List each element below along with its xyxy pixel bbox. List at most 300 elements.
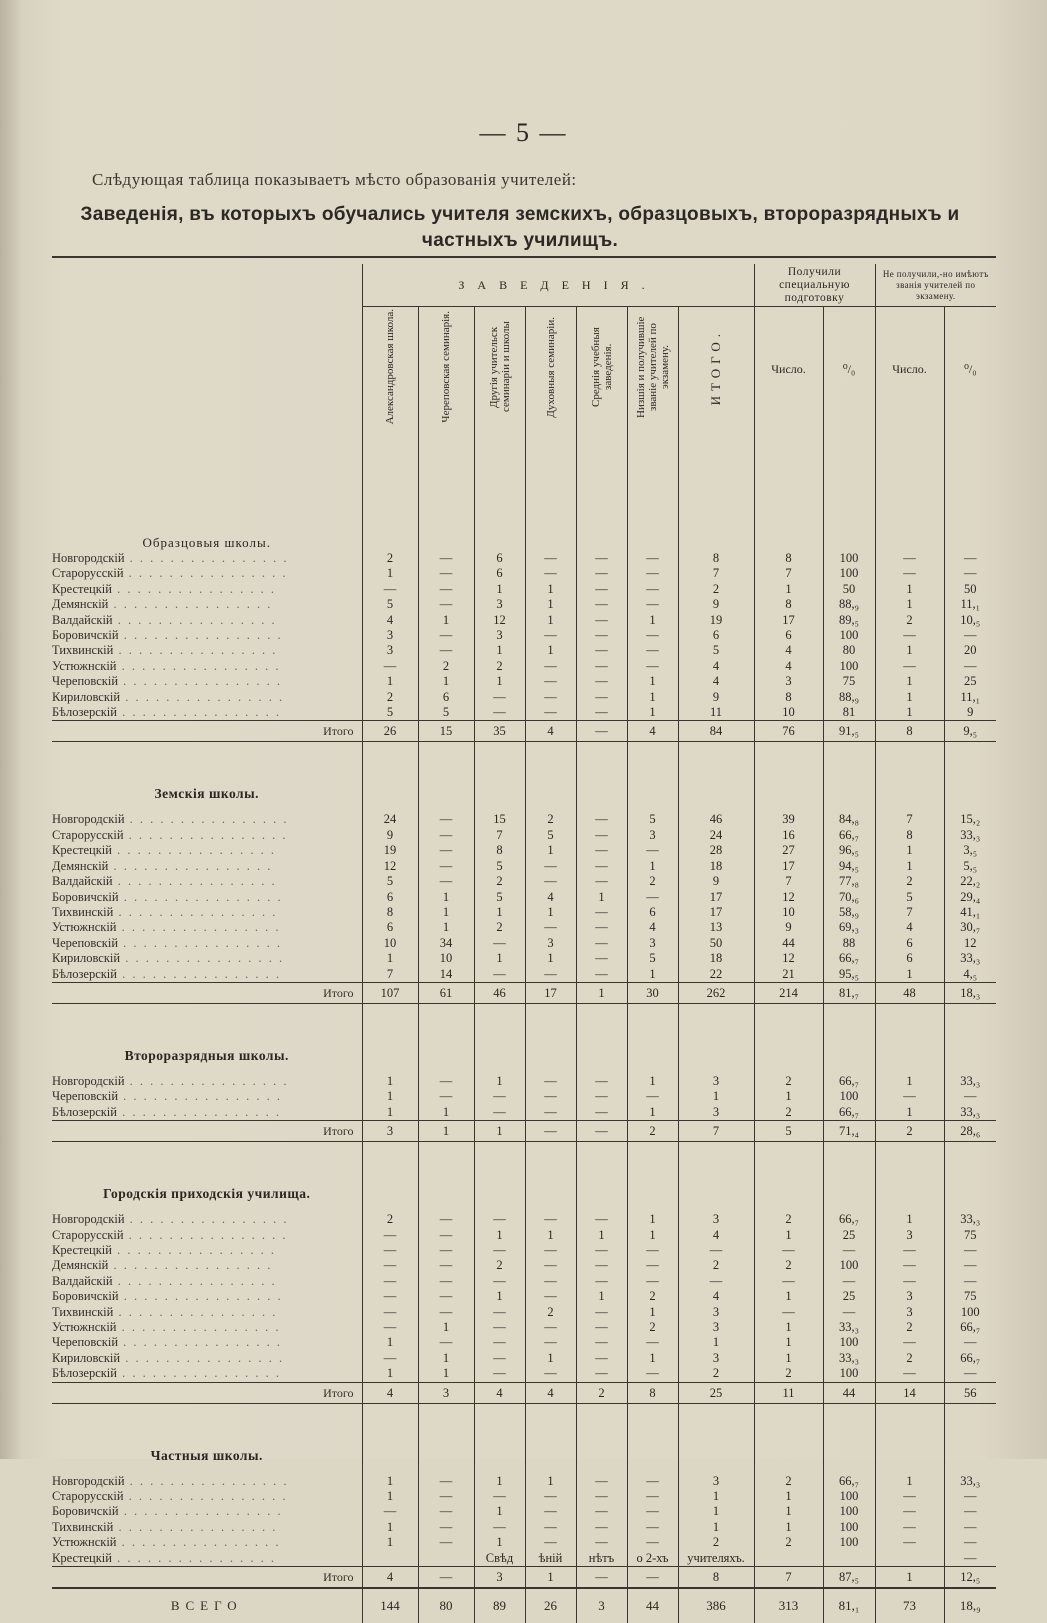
district-name: Валдайскій xyxy=(52,1273,113,1288)
value-cell: — xyxy=(418,1335,474,1350)
value-cell: — xyxy=(474,1489,525,1504)
district-cell xyxy=(52,1305,362,1320)
district-name: Тихвинскій xyxy=(52,1519,114,1534)
value-cell: 7 xyxy=(754,566,823,581)
district-cell xyxy=(52,674,362,689)
page-number: — 5 — xyxy=(479,118,568,147)
total-cell: 26 xyxy=(362,721,418,742)
value-cell: 4,₅ xyxy=(944,967,996,983)
value-cell xyxy=(362,1551,418,1567)
value-cell: — xyxy=(525,1289,576,1304)
value-cell: — xyxy=(418,812,474,827)
total-cell: — xyxy=(576,1567,627,1589)
value-cell: 3 xyxy=(627,828,678,843)
value-cell: — xyxy=(362,1258,418,1273)
value-cell: — xyxy=(875,1489,944,1504)
total-cell: 48 xyxy=(875,982,944,1003)
district-name: Боровичскій xyxy=(52,628,119,643)
col-special-percent: ⁰/₀ xyxy=(823,307,875,432)
total-cell: 8 xyxy=(627,1382,678,1403)
value-cell: 13 xyxy=(678,920,754,935)
value-cell: 100 xyxy=(823,628,875,643)
table-title: Заведенія, въ которыхъ обучались учителя земскихъ, образцовыхъ, второразрядныхъ и частныхъ училищъ. xyxy=(80,204,960,251)
value-cell: — xyxy=(576,643,627,658)
value-cell: 1 xyxy=(875,859,944,874)
value-cell: — xyxy=(418,874,474,889)
value-cell: — xyxy=(362,1289,418,1304)
value-cell: 1 xyxy=(362,674,418,689)
value-cell: — xyxy=(754,1243,823,1258)
total-cell: 4 xyxy=(362,1382,418,1403)
district-name: Новгородскій xyxy=(52,812,125,827)
grand-total-cell: 313 xyxy=(754,1588,823,1623)
value-cell: 33,₃ xyxy=(944,828,996,843)
value-cell: 1 xyxy=(678,1520,754,1535)
district-cell xyxy=(52,843,362,858)
value-cell: 22,₂ xyxy=(944,874,996,889)
table-row xyxy=(52,551,996,566)
value-cell: 1 xyxy=(474,905,525,920)
value-cell: 2 xyxy=(754,1474,823,1489)
value-cell: 3 xyxy=(678,1074,754,1089)
value-cell: 8 xyxy=(678,551,754,566)
value-cell: 11,₁ xyxy=(944,690,996,705)
value-cell: — xyxy=(418,1212,474,1227)
empty-cell xyxy=(875,1142,944,1213)
value-cell: 1 xyxy=(474,1074,525,1089)
value-cell: 100 xyxy=(823,1520,875,1535)
value-cell: 100 xyxy=(823,566,875,581)
value-cell: — xyxy=(576,690,627,705)
empty-cell xyxy=(576,431,627,551)
leader-dots: . . . . . . . . . . . . . . . . xyxy=(108,858,273,873)
value-cell: — xyxy=(576,1320,627,1335)
value-cell: 1 xyxy=(362,1074,418,1089)
value-cell: 1 xyxy=(362,1335,418,1350)
table-row xyxy=(52,628,996,643)
value-cell: 4 xyxy=(627,920,678,935)
value-cell: — xyxy=(627,597,678,612)
total-cell: 8 xyxy=(875,721,944,742)
total-cell: — xyxy=(576,721,627,742)
empty-cell xyxy=(627,1003,678,1074)
total-cell: 2 xyxy=(576,1382,627,1403)
value-cell: 1 xyxy=(875,1105,944,1121)
empty-cell xyxy=(362,742,418,813)
district-cell xyxy=(52,628,362,643)
district-cell xyxy=(52,1320,362,1335)
value-cell: 24 xyxy=(362,812,418,827)
grand-total-cell: 73 xyxy=(875,1588,944,1623)
value-cell: 3 xyxy=(875,1228,944,1243)
value-cell: 2 xyxy=(875,874,944,889)
value-cell: 1 xyxy=(875,967,944,983)
district-name: Череповскій xyxy=(52,674,119,689)
empty-cell xyxy=(525,1403,576,1474)
empty-cell xyxy=(678,1403,754,1474)
value-cell: 1 xyxy=(875,705,944,721)
value-cell: — xyxy=(627,1366,678,1382)
value-cell: — xyxy=(474,705,525,721)
value-cell: 50 xyxy=(678,936,754,951)
total-cell: 87,₅ xyxy=(823,1567,875,1589)
value-cell: — xyxy=(875,1274,944,1289)
value-cell: 12 xyxy=(754,890,823,905)
value-cell: 1 xyxy=(627,1074,678,1089)
value-cell: — xyxy=(875,1258,944,1273)
value-cell: 1 xyxy=(474,1228,525,1243)
value-cell: 5 xyxy=(362,597,418,612)
value-cell: — xyxy=(525,705,576,721)
value-cell: — xyxy=(362,1243,418,1258)
section-header-row xyxy=(52,1142,996,1213)
grand-total-cell: 3 xyxy=(576,1588,627,1623)
district-name: Кириловскій xyxy=(52,1350,121,1365)
district-name: Старорусскій xyxy=(52,566,124,581)
empty-cell xyxy=(944,431,996,551)
value-cell: 3 xyxy=(754,674,823,689)
value-cell: 1 xyxy=(875,582,944,597)
statistics-table xyxy=(52,256,996,1623)
value-cell: 1 xyxy=(875,674,944,689)
value-cell: 2 xyxy=(474,920,525,935)
value-cell: — xyxy=(576,859,627,874)
district-name: Кириловскій xyxy=(52,689,121,704)
district-name: Новгородскій xyxy=(52,1073,125,1088)
leader-dots: . . . . . . . . . . . . . . . . xyxy=(116,1104,281,1119)
empty-cell xyxy=(418,1142,474,1213)
empty-cell xyxy=(576,1003,627,1074)
value-cell: 1 xyxy=(474,951,525,966)
value-cell: 27 xyxy=(754,843,823,858)
value-cell: 66,₇ xyxy=(823,1105,875,1121)
value-cell: — xyxy=(576,659,627,674)
value-cell: — xyxy=(627,1489,678,1504)
value-cell: 66,₇ xyxy=(823,1474,875,1489)
value-cell: 75 xyxy=(944,1289,996,1304)
district-name: Новгородскій xyxy=(52,1473,125,1488)
total-cell: 56 xyxy=(944,1382,996,1403)
value-cell: — xyxy=(474,1520,525,1535)
value-cell: — xyxy=(875,1243,944,1258)
total-cell: 3 xyxy=(418,1382,474,1403)
value-cell: 1 xyxy=(418,920,474,935)
district-cell xyxy=(52,1489,362,1504)
district-cell xyxy=(52,1228,362,1243)
empty-cell xyxy=(678,431,754,551)
total-cell: 17 xyxy=(525,982,576,1003)
value-cell: 8 xyxy=(474,843,525,858)
total-cell: 4 xyxy=(362,1567,418,1589)
value-cell: 5 xyxy=(627,951,678,966)
value-cell: 1 xyxy=(754,1351,823,1366)
total-cell: — xyxy=(576,1121,627,1142)
district-name: Устюжнскій xyxy=(52,658,117,673)
district-cell xyxy=(52,1335,362,1350)
value-cell: 66,₇ xyxy=(944,1320,996,1335)
leader-dots: . . . . . . . . . . . . . . . . xyxy=(108,1258,273,1273)
table-row xyxy=(52,1535,996,1550)
value-cell: — xyxy=(576,936,627,951)
value-cell: 12 xyxy=(362,859,418,874)
empty-cell xyxy=(875,1403,944,1474)
value-cell: 1 xyxy=(678,1335,754,1350)
empty-cell xyxy=(362,1403,418,1474)
value-cell: 10,₅ xyxy=(944,613,996,628)
empty-cell xyxy=(576,1142,627,1213)
value-cell: 1 xyxy=(875,643,944,658)
value-cell: 7 xyxy=(474,828,525,843)
value-cell: 81 xyxy=(823,705,875,721)
value-cell: 66,₇ xyxy=(823,828,875,843)
value-cell: 1 xyxy=(875,843,944,858)
district-name: Устюжнскій xyxy=(52,920,117,935)
district-cell xyxy=(52,1105,362,1121)
col-theological-seminaries: Духовныя семинаріи. xyxy=(544,316,557,418)
value-cell: — xyxy=(627,1520,678,1535)
value-cell: — xyxy=(576,1366,627,1382)
table-row xyxy=(52,1105,996,1121)
value-cell: — xyxy=(362,659,418,674)
value-cell: 58,₉ xyxy=(823,905,875,920)
value-cell: — xyxy=(627,1243,678,1258)
value-cell: 50 xyxy=(823,582,875,597)
district-cell xyxy=(52,1274,362,1289)
value-cell: 2 xyxy=(627,874,678,889)
total-cell: 5 xyxy=(754,1121,823,1142)
value-cell: 100 xyxy=(944,1305,996,1320)
value-cell: — xyxy=(627,1089,678,1104)
value-cell: 6 xyxy=(474,566,525,581)
value-cell: — xyxy=(576,1535,627,1550)
leader-dots: . . . . . . . . . . . . . . . . xyxy=(112,612,277,627)
value-cell: 4 xyxy=(525,890,576,905)
value-cell: 1 xyxy=(754,1520,823,1535)
table-row xyxy=(52,705,996,721)
district-name: Крестецкій xyxy=(52,1242,112,1257)
district-cell xyxy=(52,582,362,597)
value-cell: учителяхъ. xyxy=(678,1551,754,1567)
district-name: Череповскій xyxy=(52,1089,119,1104)
value-cell: 2 xyxy=(362,551,418,566)
district-cell xyxy=(52,1212,362,1227)
value-cell: — xyxy=(678,1243,754,1258)
district-cell xyxy=(52,690,362,705)
district-name: Боровичскій xyxy=(52,1289,119,1304)
district-cell xyxy=(52,1074,362,1089)
total-label: Итого xyxy=(52,1567,362,1589)
empty-cell xyxy=(474,1142,525,1213)
empty-cell xyxy=(823,431,875,551)
value-cell: — xyxy=(627,1274,678,1289)
leader-dots: . . . . . . . . . . . . . . . . xyxy=(124,1073,289,1088)
value-cell: — xyxy=(875,1089,944,1104)
value-cell: 3 xyxy=(362,643,418,658)
table-row xyxy=(52,843,996,858)
value-cell: — xyxy=(362,1504,418,1519)
value-cell: 80 xyxy=(823,643,875,658)
empty-cell xyxy=(627,431,678,551)
total-cell: — xyxy=(418,1567,474,1589)
leader-dots: . . . . . . . . . . . . . . . . xyxy=(118,889,283,904)
district-cell xyxy=(52,951,362,966)
col-cherepovets-seminary: Череповская семинарія. xyxy=(440,311,452,423)
total-cell: 30 xyxy=(627,982,678,1003)
table-row xyxy=(52,643,996,658)
table-row xyxy=(52,890,996,905)
leader-dots: . . . . . . . . . . . . . . . . xyxy=(118,1335,283,1350)
section-header-row xyxy=(52,742,996,813)
value-cell: 16 xyxy=(754,828,823,843)
value-cell: — xyxy=(576,828,627,843)
value-cell: — xyxy=(525,874,576,889)
district-cell xyxy=(52,812,362,827)
district-cell xyxy=(52,920,362,935)
value-cell: 1 xyxy=(362,1489,418,1504)
value-cell: 8 xyxy=(875,828,944,843)
value-cell: 2 xyxy=(627,1320,678,1335)
total-cell: 71,₄ xyxy=(823,1121,875,1142)
table-row xyxy=(52,566,996,581)
value-cell: 1 xyxy=(474,1504,525,1519)
value-cell: 33,₃ xyxy=(944,1105,996,1121)
value-cell: 1 xyxy=(678,1089,754,1104)
value-cell: — xyxy=(418,643,474,658)
leader-dots: . . . . . . . . . . . . . . . . xyxy=(120,1350,285,1365)
value-cell: — xyxy=(576,1504,627,1519)
value-cell: 100 xyxy=(823,1366,875,1382)
value-cell xyxy=(418,1551,474,1567)
value-cell: ѣній xyxy=(525,1551,576,1567)
district-name: Новгородскій xyxy=(52,1212,125,1227)
table-row xyxy=(52,874,996,889)
value-cell: 1 xyxy=(875,1212,944,1227)
value-cell: — xyxy=(576,1489,627,1504)
empty-cell xyxy=(823,742,875,813)
value-cell: — xyxy=(418,1089,474,1104)
value-cell: — xyxy=(576,1074,627,1089)
empty-cell xyxy=(944,1003,996,1074)
total-cell: 14 xyxy=(875,1382,944,1403)
value-cell: 1 xyxy=(627,690,678,705)
value-cell: — xyxy=(418,1289,474,1304)
value-cell: 6 xyxy=(875,936,944,951)
value-cell: 7 xyxy=(754,874,823,889)
district-cell xyxy=(52,705,362,721)
value-cell: — xyxy=(525,551,576,566)
value-cell: 6 xyxy=(362,890,418,905)
table-row xyxy=(52,1243,996,1258)
leader-dots: . . . . . . . . . . . . . . . . xyxy=(123,1489,288,1504)
value-cell: 25 xyxy=(823,1228,875,1243)
district-cell xyxy=(52,905,362,920)
value-cell: 2 xyxy=(875,1351,944,1366)
empty-cell xyxy=(678,1003,754,1074)
value-cell: 5 xyxy=(678,643,754,658)
total-row xyxy=(52,1382,996,1403)
value-cell: — xyxy=(418,1504,474,1519)
value-cell: — xyxy=(474,1274,525,1289)
value-cell: — xyxy=(576,951,627,966)
value-cell: — xyxy=(875,1535,944,1550)
empty-cell xyxy=(474,1003,525,1074)
total-row xyxy=(52,1121,996,1142)
value-cell: 4 xyxy=(754,643,823,658)
value-cell: 7 xyxy=(875,905,944,920)
col-alexandrov-school: Александровская школа. xyxy=(384,309,396,425)
value-cell: 1 xyxy=(362,1520,418,1535)
value-cell: 17 xyxy=(754,859,823,874)
district-name: Демянскій xyxy=(52,1258,109,1273)
total-cell: 12,₅ xyxy=(944,1567,996,1589)
value-cell: 6 xyxy=(754,628,823,643)
value-cell: 1 xyxy=(418,905,474,920)
value-cell: 12 xyxy=(754,951,823,966)
empty-cell xyxy=(754,1003,823,1074)
table-row xyxy=(52,674,996,689)
value-cell: — xyxy=(525,1274,576,1289)
table-row xyxy=(52,967,996,983)
empty-cell xyxy=(362,1142,418,1213)
value-cell: 1 xyxy=(576,1228,627,1243)
value-cell: 12 xyxy=(944,936,996,951)
total-cell: 3 xyxy=(362,1121,418,1142)
value-cell: 33,₃ xyxy=(944,1212,996,1227)
grand-total-row xyxy=(52,1588,996,1623)
value-cell: — xyxy=(418,1274,474,1289)
value-cell: — xyxy=(362,1320,418,1335)
value-cell: 25 xyxy=(944,674,996,689)
empty-cell xyxy=(474,431,525,551)
value-cell: 4 xyxy=(754,659,823,674)
district-name: Крестецкій xyxy=(52,843,112,858)
leader-dots: . . . . . . . . . . . . . . . . xyxy=(108,597,273,612)
value-cell: — xyxy=(418,1474,474,1489)
leader-dots: . . . . . . . . . . . . . . . . xyxy=(120,689,285,704)
value-cell: — xyxy=(678,1274,754,1289)
district-name: Старорусскій xyxy=(52,827,124,842)
district-name: Тихвинскій xyxy=(52,904,114,919)
value-cell: — xyxy=(627,1258,678,1273)
value-cell: 1 xyxy=(474,674,525,689)
value-cell: — xyxy=(944,659,996,674)
value-cell: — xyxy=(474,967,525,983)
district-name: Новгородскій xyxy=(52,551,125,565)
value-cell: 19 xyxy=(362,843,418,858)
total-cell: 15 xyxy=(418,721,474,742)
value-cell: 9 xyxy=(754,920,823,935)
value-cell: — xyxy=(944,1258,996,1273)
value-cell: 6 xyxy=(362,920,418,935)
value-cell: 1 xyxy=(875,690,944,705)
value-cell: — xyxy=(576,582,627,597)
value-cell: 1 xyxy=(754,1504,823,1519)
leader-dots: . . . . . . . . . . . . . . . . xyxy=(124,551,289,565)
value-cell: — xyxy=(627,1335,678,1350)
district-name: Валдайскій xyxy=(52,612,113,627)
value-cell: 9 xyxy=(678,874,754,889)
district-name: Бѣлозерскій xyxy=(52,705,117,720)
empty-cell xyxy=(823,1003,875,1074)
total-cell: 1 xyxy=(418,1121,474,1142)
value-cell: — xyxy=(576,1089,627,1104)
value-cell: 1 xyxy=(754,1335,823,1350)
value-cell: — xyxy=(474,936,525,951)
table-row xyxy=(52,1520,996,1535)
value-cell: 5 xyxy=(875,890,944,905)
value-cell: 1 xyxy=(525,643,576,658)
table-row xyxy=(52,1504,996,1519)
